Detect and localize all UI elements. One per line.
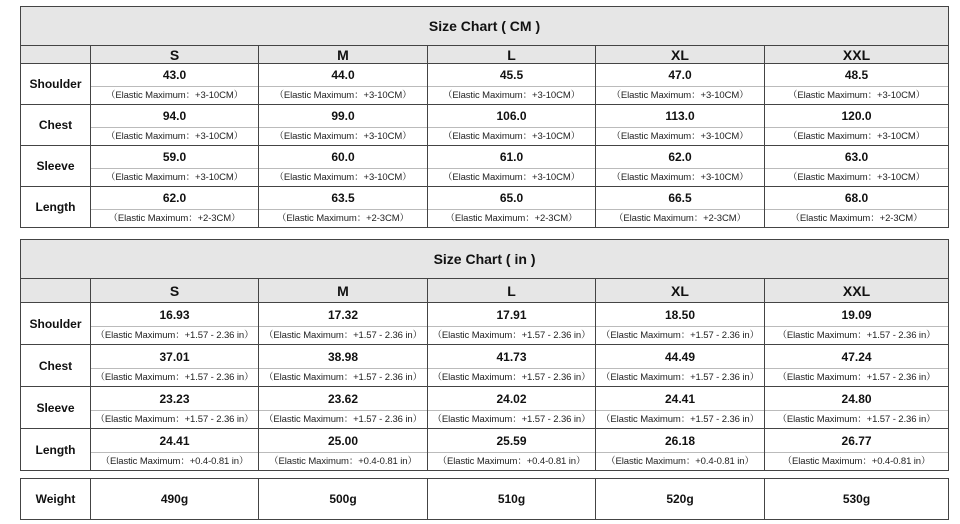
elastic-note: （Elastic Maximum：+2-3CM） (428, 210, 596, 228)
measurement-value: 66.5 (596, 187, 765, 210)
measurement-value: 44.0 (259, 64, 428, 87)
corner-cell (21, 279, 91, 303)
measurement-value: 37.01 (91, 345, 259, 369)
weight-value: 500g (259, 479, 428, 520)
elastic-note: （Elastic Maximum：+3-10CM） (91, 128, 259, 146)
size-chart-in-table (20, 239, 949, 471)
elastic-note: （Elastic Maximum：+1.57 - 2.36 in） (428, 411, 596, 429)
elastic-note: （Elastic Maximum：+1.57 - 2.36 in） (259, 411, 428, 429)
size-header: XL (596, 46, 765, 64)
elastic-note: （Elastic Maximum：+1.57 - 2.36 in） (765, 411, 949, 429)
elastic-note: （Elastic Maximum：+1.57 - 2.36 in） (91, 369, 259, 387)
row-label: Sleeve (21, 146, 91, 187)
elastic-note: （Elastic Maximum：+3-10CM） (596, 128, 765, 146)
measurement-value: 63.0 (765, 146, 949, 169)
measurement-row (21, 303, 949, 327)
row-label: Length (21, 187, 91, 228)
measurement-value: 63.5 (259, 187, 428, 210)
measurement-value: 24.02 (428, 387, 596, 411)
measurement-value: 47.24 (765, 345, 949, 369)
measurement-value: 99.0 (259, 105, 428, 128)
measurement-value: 16.93 (91, 303, 259, 327)
measurement-value: 94.0 (91, 105, 259, 128)
size-header: XXL (765, 279, 949, 303)
row-label: Length (21, 429, 91, 471)
elastic-note: （Elastic Maximum：+3-10CM） (428, 87, 596, 105)
measurement-row (21, 345, 949, 369)
weight-value: 530g (765, 479, 949, 520)
measurement-value: 38.98 (259, 345, 428, 369)
measurement-value: 47.0 (596, 64, 765, 87)
measurement-value: 45.5 (428, 64, 596, 87)
in-table-body (21, 303, 949, 471)
measurement-value: 61.0 (428, 146, 596, 169)
elastic-note: （Elastic Maximum：+3-10CM） (259, 169, 428, 187)
row-label: Sleeve (21, 387, 91, 429)
row-label: Shoulder (21, 64, 91, 105)
measurement-value: 48.5 (765, 64, 949, 87)
elastic-note: （Elastic Maximum：+2-3CM） (596, 210, 765, 228)
elastic-note: （Elastic Maximum：+3-10CM） (259, 128, 428, 146)
size-header: XL (596, 279, 765, 303)
weight-label: Weight (21, 479, 91, 520)
elastic-note: （Elastic Maximum：+0.4-0.81 in） (596, 453, 765, 471)
elastic-note: （Elastic Maximum：+1.57 - 2.36 in） (91, 411, 259, 429)
measurement-value: 41.73 (428, 345, 596, 369)
weight-value: 490g (91, 479, 259, 520)
measurement-value: 43.0 (91, 64, 259, 87)
elastic-note: （Elastic Maximum：+1.57 - 2.36 in） (259, 369, 428, 387)
measurement-value: 23.23 (91, 387, 259, 411)
elastic-note: （Elastic Maximum：+3-10CM） (765, 169, 949, 187)
table-title: Size Chart ( in ) (21, 240, 949, 279)
measurement-row (21, 64, 949, 87)
measurement-row (21, 187, 949, 210)
elastic-note-row (21, 369, 949, 387)
elastic-note: （Elastic Maximum：+2-3CM） (259, 210, 428, 228)
size-header: M (259, 279, 428, 303)
elastic-note: （Elastic Maximum：+3-10CM） (596, 87, 765, 105)
measurement-value: 24.80 (765, 387, 949, 411)
row-label: Chest (21, 105, 91, 146)
elastic-note: （Elastic Maximum：+1.57 - 2.36 in） (765, 369, 949, 387)
size-header: L (428, 279, 596, 303)
elastic-note: （Elastic Maximum：+1.57 - 2.36 in） (259, 327, 428, 345)
elastic-note-row (21, 411, 949, 429)
measurement-value: 24.41 (91, 429, 259, 453)
elastic-note-row (21, 169, 949, 187)
elastic-note: （Elastic Maximum：+0.4-0.81 in） (91, 453, 259, 471)
elastic-note-row (21, 453, 949, 471)
table-title: Size Chart ( CM ) (21, 7, 949, 46)
size-header: M (259, 46, 428, 64)
elastic-note: （Elastic Maximum：+3-10CM） (596, 169, 765, 187)
measurement-value: 23.62 (259, 387, 428, 411)
measurement-row (21, 105, 949, 128)
elastic-note: （Elastic Maximum：+2-3CM） (765, 210, 949, 228)
size-header: L (428, 46, 596, 64)
measurement-value: 25.00 (259, 429, 428, 453)
measurement-value: 17.32 (259, 303, 428, 327)
elastic-note: （Elastic Maximum：+3-10CM） (428, 128, 596, 146)
elastic-note: （Elastic Maximum：+2-3CM） (91, 210, 259, 228)
measurement-value: 26.77 (765, 429, 949, 453)
measurement-value: 17.91 (428, 303, 596, 327)
elastic-note: （Elastic Maximum：+1.57 - 2.36 in） (765, 327, 949, 345)
elastic-note-row (21, 327, 949, 345)
elastic-note: （Elastic Maximum：+1.57 - 2.36 in） (428, 327, 596, 345)
elastic-note-row (21, 87, 949, 105)
elastic-note: （Elastic Maximum：+3-10CM） (428, 169, 596, 187)
row-label: Chest (21, 345, 91, 387)
weight-value: 510g (428, 479, 596, 520)
weight-value: 520g (596, 479, 765, 520)
elastic-note: （Elastic Maximum：+0.4-0.81 in） (259, 453, 428, 471)
elastic-note: （Elastic Maximum：+0.4-0.81 in） (428, 453, 596, 471)
row-label: Shoulder (21, 303, 91, 345)
measurement-value: 25.59 (428, 429, 596, 453)
measurement-value: 24.41 (596, 387, 765, 411)
elastic-note: （Elastic Maximum：+3-10CM） (765, 128, 949, 146)
elastic-note: （Elastic Maximum：+1.57 - 2.36 in） (596, 411, 765, 429)
measurement-value: 18.50 (596, 303, 765, 327)
weight-table (20, 478, 949, 520)
elastic-note: （Elastic Maximum：+1.57 - 2.36 in） (596, 369, 765, 387)
measurement-value: 44.49 (596, 345, 765, 369)
size-chart-cm-table (20, 6, 949, 228)
measurement-row (21, 429, 949, 453)
measurement-value: 60.0 (259, 146, 428, 169)
measurement-row (21, 387, 949, 411)
measurement-value: 65.0 (428, 187, 596, 210)
corner-cell (21, 46, 91, 64)
elastic-note: （Elastic Maximum：+1.57 - 2.36 in） (428, 369, 596, 387)
measurement-value: 106.0 (428, 105, 596, 128)
size-header: S (91, 46, 259, 64)
cm-table-body (21, 64, 949, 228)
elastic-note: （Elastic Maximum：+3-10CM） (765, 87, 949, 105)
measurement-value: 68.0 (765, 187, 949, 210)
measurement-value: 120.0 (765, 105, 949, 128)
elastic-note: （Elastic Maximum：+0.4-0.81 in） (765, 453, 949, 471)
elastic-note: （Elastic Maximum：+3-10CM） (259, 87, 428, 105)
elastic-note: （Elastic Maximum：+3-10CM） (91, 169, 259, 187)
elastic-note: （Elastic Maximum：+1.57 - 2.36 in） (91, 327, 259, 345)
measurement-value: 113.0 (596, 105, 765, 128)
measurement-value: 62.0 (91, 187, 259, 210)
measurement-value: 26.18 (596, 429, 765, 453)
elastic-note-row (21, 128, 949, 146)
measurement-value: 62.0 (596, 146, 765, 169)
size-header: XXL (765, 46, 949, 64)
elastic-note: （Elastic Maximum：+3-10CM） (91, 87, 259, 105)
size-header: S (91, 279, 259, 303)
elastic-note: （Elastic Maximum：+1.57 - 2.36 in） (596, 327, 765, 345)
elastic-note-row (21, 210, 949, 228)
measurement-value: 59.0 (91, 146, 259, 169)
measurement-value: 19.09 (765, 303, 949, 327)
measurement-row (21, 146, 949, 169)
